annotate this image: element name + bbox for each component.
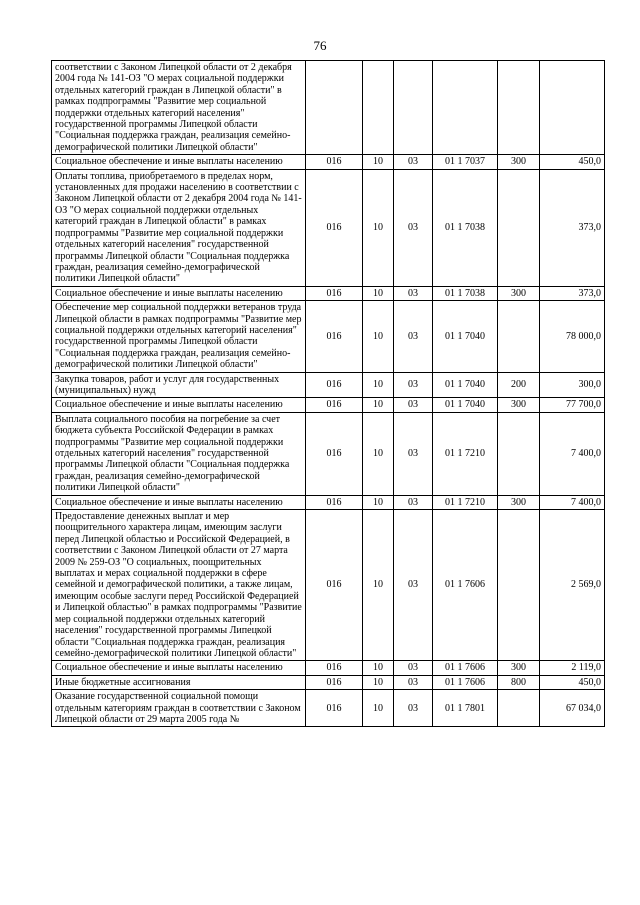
row-target-article: 01 1 7606 [433, 675, 498, 689]
row-section: 10 [363, 169, 394, 286]
row-admin-code: 016 [306, 286, 363, 300]
row-amount: 7 400,0 [540, 412, 605, 495]
row-subsection: 03 [394, 412, 433, 495]
row-name: Оказание государственной социальной помощи отдельным категориям граждан в соответствии с Законом Липецкой области от 29 марта 2005 года № [52, 690, 306, 727]
row-subsection: 03 [394, 675, 433, 689]
row-subsection: 03 [394, 510, 433, 661]
table-row [52, 690, 605, 727]
row-amount: 373,0 [540, 169, 605, 286]
row-subsection: 03 [394, 286, 433, 300]
row-name: соответствии с Законом Липецкой области от 2 декабря 2004 года № 141-ОЗ "О мерах социальной поддержки отдельных категорий граждан в Липецкой области" в рамках подпрограммы "Развитие мер социальной поддержки отдельных категорий населения" государственной программы Липецкой области "Социальная поддержка граждан, реализация семейно-демографической политики Липецкой области" [52, 61, 306, 155]
page-number: 76 [313, 38, 327, 53]
row-amount: 450,0 [540, 155, 605, 169]
row-name: Социальное обеспечение и иные выплаты населению [52, 661, 306, 675]
row-subsection: 03 [394, 661, 433, 675]
row-target-article: 01 1 7606 [433, 661, 498, 675]
row-admin-code: 016 [306, 398, 363, 412]
row-subsection: 03 [394, 155, 433, 169]
row-target-article: 01 1 7038 [433, 286, 498, 300]
row-admin-code: 016 [306, 412, 363, 495]
row-expense-type [498, 61, 540, 155]
row-target-article: 01 1 7038 [433, 169, 498, 286]
row-expense-type [498, 690, 540, 727]
row-expense-type [498, 510, 540, 661]
budget-table [51, 60, 605, 727]
row-section: 10 [363, 398, 394, 412]
row-expense-type [498, 412, 540, 495]
row-name: Иные бюджетные ассигнования [52, 675, 306, 689]
table-row [52, 675, 605, 689]
table-row [52, 286, 605, 300]
row-name: Обеспечение мер социальной поддержки ветеранов труда Липецкой области в рамках подпрограммы "Развитие мер социальной поддержки отдельных категорий населения" государственной программы Липецкой области "Социальная поддержка граждан, реализация семейно-демографической политики Липецкой области" [52, 301, 306, 372]
row-subsection: 03 [394, 372, 433, 398]
row-target-article: 01 1 7606 [433, 510, 498, 661]
row-amount: 78 000,0 [540, 301, 605, 372]
row-target-article: 01 1 7040 [433, 398, 498, 412]
row-admin-code: 016 [306, 301, 363, 372]
row-target-article: 01 1 7040 [433, 301, 498, 372]
row-name: Выплата социального пособия на погребение за счет бюджета субъекта Российской Федерации в рамках подпрограммы "Развитие мер социальной поддержки отдельных категорий населения" государственной программы Липецкой области "Социальная поддержка граждан, реализация семейно-демографической политики Липецкой области" [52, 412, 306, 495]
table-row [52, 169, 605, 286]
row-name: Социальное обеспечение и иные выплаты населению [52, 398, 306, 412]
row-section [363, 61, 394, 155]
row-admin-code: 016 [306, 675, 363, 689]
row-amount: 300,0 [540, 372, 605, 398]
row-amount: 2 569,0 [540, 510, 605, 661]
row-subsection: 03 [394, 398, 433, 412]
row-section: 10 [363, 495, 394, 509]
row-expense-type: 800 [498, 675, 540, 689]
table-row [52, 495, 605, 509]
row-subsection: 03 [394, 690, 433, 727]
row-target-article: 01 1 7210 [433, 412, 498, 495]
row-expense-type: 300 [498, 286, 540, 300]
row-subsection: 03 [394, 301, 433, 372]
row-expense-type: 300 [498, 155, 540, 169]
row-admin-code: 016 [306, 661, 363, 675]
row-name: Социальное обеспечение и иные выплаты населению [52, 286, 306, 300]
row-admin-code: 016 [306, 155, 363, 169]
row-amount: 373,0 [540, 286, 605, 300]
row-name: Социальное обеспечение и иные выплаты населению [52, 155, 306, 169]
row-section: 10 [363, 372, 394, 398]
row-target-article [433, 61, 498, 155]
row-section: 10 [363, 675, 394, 689]
row-admin-code: 016 [306, 510, 363, 661]
row-admin-code: 016 [306, 495, 363, 509]
row-target-article: 01 1 7040 [433, 372, 498, 398]
table-row [52, 510, 605, 661]
row-section: 10 [363, 690, 394, 727]
row-target-article: 01 1 7210 [433, 495, 498, 509]
row-subsection: 03 [394, 169, 433, 286]
row-section: 10 [363, 286, 394, 300]
table-row [52, 155, 605, 169]
row-name: Закупка товаров, работ и услуг для государственных (муниципальных) нужд [52, 372, 306, 398]
table-row [52, 301, 605, 372]
row-admin-code: 016 [306, 690, 363, 727]
row-amount: 2 119,0 [540, 661, 605, 675]
row-name: Предоставление денежных выплат и мер поощрительного характера лицам, имеющим заслуги перед Липецкой областью и Российской Федерацией, в соответствии с Законом Липецкой области от 27 марта 2009 № 259-ОЗ "О социальных, поощрительных выплатах и мерах социальной поддержки в сфере семейной и демографической политики, а также лицам, имеющим особые заслуги перед Российской Федерацией и Липецкой областью" в рамках подпрограммы "Развитие мер социальной поддержки отдельных категорий населения" государственной программы Липецкой области "Социальная поддержка граждан, реализация семейно-демографической политики Липецкой области" [52, 510, 306, 661]
row-expense-type [498, 169, 540, 286]
row-expense-type: 300 [498, 661, 540, 675]
row-subsection: 03 [394, 495, 433, 509]
row-expense-type: 300 [498, 495, 540, 509]
row-target-article: 01 1 7801 [433, 690, 498, 727]
row-admin-code: 016 [306, 169, 363, 286]
table-row [52, 398, 605, 412]
table-row [52, 372, 605, 398]
row-admin-code: 016 [306, 372, 363, 398]
row-expense-type: 300 [498, 398, 540, 412]
row-section: 10 [363, 661, 394, 675]
row-section: 10 [363, 412, 394, 495]
row-amount [540, 61, 605, 155]
row-name: Оплаты топлива, приобретаемого в пределах норм, установленных для продажи населению в соответствии с Законом Липецкой области от 2 декабря 2004 года № 141-ОЗ "О мерах социальной поддержки отдельных категорий граждан в Липецкой области" в рамках подпрограммы "Развитие мер социальной поддержки отдельных категорий населения" государственной программы Липецкой области "Социальная поддержка граждан, реализация семейно-демографической политики Липецкой области" [52, 169, 306, 286]
row-subsection [394, 61, 433, 155]
row-section: 10 [363, 155, 394, 169]
row-admin-code [306, 61, 363, 155]
table-row [52, 61, 605, 155]
row-amount: 450,0 [540, 675, 605, 689]
table-row [52, 412, 605, 495]
row-target-article: 01 1 7037 [433, 155, 498, 169]
row-section: 10 [363, 301, 394, 372]
row-expense-type: 200 [498, 372, 540, 398]
row-name: Социальное обеспечение и иные выплаты населению [52, 495, 306, 509]
row-expense-type [498, 301, 540, 372]
row-amount: 7 400,0 [540, 495, 605, 509]
row-amount: 67 034,0 [540, 690, 605, 727]
table-row [52, 661, 605, 675]
row-amount: 77 700,0 [540, 398, 605, 412]
row-section: 10 [363, 510, 394, 661]
